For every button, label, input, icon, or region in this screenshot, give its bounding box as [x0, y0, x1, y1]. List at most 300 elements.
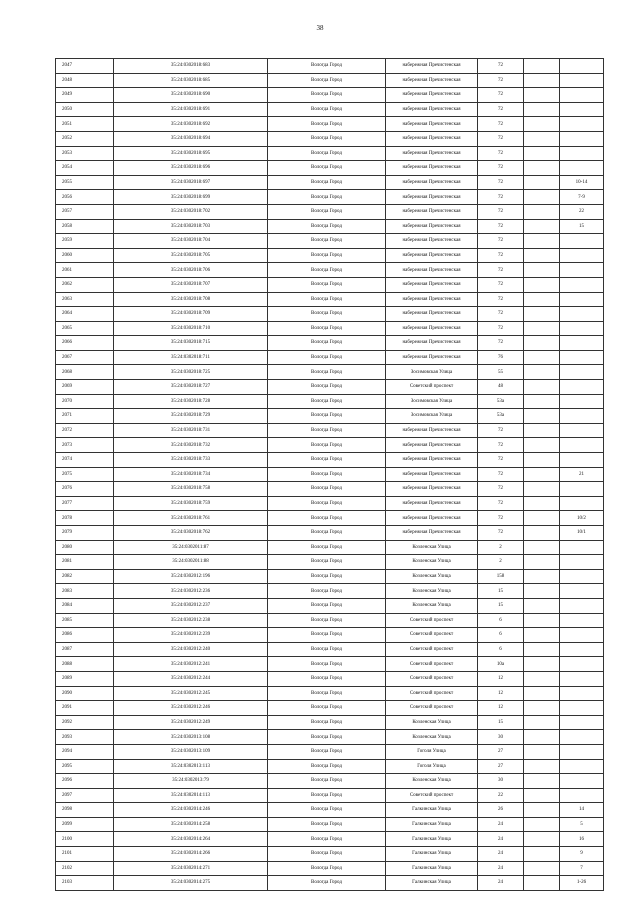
house-number-cell: 72 — [478, 59, 524, 74]
street-cell: Галкинская Улица — [386, 832, 478, 847]
table-row — [56, 803, 604, 818]
apartment-cell — [560, 774, 604, 789]
row-number-cell: 2059 — [56, 234, 114, 249]
cadastral-number-cell: 35:24:0302013:113 — [114, 759, 268, 774]
settlement-cell: Вологда Город — [268, 540, 386, 555]
building-cell — [524, 569, 560, 584]
street-cell: Козленская Улица — [386, 730, 478, 745]
apartment-cell — [560, 307, 604, 322]
cadastral-number-cell: 35:24:0302013:109 — [114, 744, 268, 759]
settlement-cell: Вологда Город — [268, 671, 386, 686]
building-cell — [524, 598, 560, 613]
street-cell: набережная Пречистенская — [386, 423, 478, 438]
table-row — [56, 219, 604, 234]
table-row — [56, 394, 604, 409]
table-row — [56, 190, 604, 205]
settlement-cell: Вологда Город — [268, 847, 386, 862]
row-number-cell: 2081 — [56, 555, 114, 570]
cadastral-number-cell: 35:24:0302018:690 — [114, 88, 268, 103]
building-cell — [524, 657, 560, 672]
apartment-cell — [560, 788, 604, 803]
cadastral-number-cell: 35:24:0302018:711 — [114, 350, 268, 365]
apartment-cell — [560, 248, 604, 263]
settlement-cell: Вологда Город — [268, 482, 386, 497]
apartment-cell — [560, 146, 604, 161]
cadastral-number-cell: 35:24:0302018:762 — [114, 526, 268, 541]
settlement-cell: Вологда Город — [268, 759, 386, 774]
house-number-cell: 72 — [478, 467, 524, 482]
building-cell — [524, 263, 560, 278]
cadastral-number-cell: 35:24:0302018:691 — [114, 102, 268, 117]
row-number-cell: 2079 — [56, 526, 114, 541]
apartment-cell — [560, 234, 604, 249]
row-number-cell: 2051 — [56, 117, 114, 132]
settlement-cell: Вологда Город — [268, 526, 386, 541]
page-number: 38 — [316, 24, 324, 32]
table-row — [56, 277, 604, 292]
table-row — [56, 161, 604, 176]
cadastral-number-cell: 35:24:0302013:108 — [114, 730, 268, 745]
row-number-cell: 2100 — [56, 832, 114, 847]
building-cell — [524, 511, 560, 526]
street-cell: Галкинская Улица — [386, 861, 478, 876]
cadastral-number-cell: 35:24:0302018:692 — [114, 117, 268, 132]
house-number-cell: 72 — [478, 102, 524, 117]
table-row — [56, 817, 604, 832]
settlement-cell: Вологда Город — [268, 277, 386, 292]
street-cell: Козленская Улица — [386, 584, 478, 599]
apartment-cell: 7 — [560, 861, 604, 876]
street-cell: набережная Пречистенская — [386, 73, 478, 88]
building-cell — [524, 350, 560, 365]
settlement-cell: Вологда Город — [268, 175, 386, 190]
building-cell — [524, 540, 560, 555]
apartment-cell — [560, 482, 604, 497]
row-number-cell: 2063 — [56, 292, 114, 307]
settlement-cell: Вологда Город — [268, 803, 386, 818]
building-cell — [524, 832, 560, 847]
table-row — [56, 774, 604, 789]
street-cell: набережная Пречистенская — [386, 292, 478, 307]
building-cell — [524, 161, 560, 176]
house-number-cell: 27 — [478, 744, 524, 759]
table-row — [56, 657, 604, 672]
row-number-cell: 2062 — [56, 277, 114, 292]
apartment-cell — [560, 131, 604, 146]
street-cell: набережная Пречистенская — [386, 248, 478, 263]
street-cell: Козленская Улица — [386, 715, 478, 730]
cadastral-number-cell: 35:24:0302018:708 — [114, 292, 268, 307]
street-cell: набережная Пречистенская — [386, 482, 478, 497]
row-number-cell: 2097 — [56, 788, 114, 803]
cadastral-number-cell: 35:24:0302012:239 — [114, 628, 268, 643]
table-row — [56, 73, 604, 88]
table-row — [56, 131, 604, 146]
street-cell: набережная Пречистенская — [386, 277, 478, 292]
street-cell: набережная Пречистенская — [386, 175, 478, 190]
row-number-cell: 2078 — [56, 511, 114, 526]
apartment-cell — [560, 613, 604, 628]
apartment-cell — [560, 453, 604, 468]
street-cell: Гоголя Улица — [386, 759, 478, 774]
house-number-cell: 72 — [478, 131, 524, 146]
row-number-cell: 2066 — [56, 336, 114, 351]
apartment-cell — [560, 584, 604, 599]
row-number-cell: 2101 — [56, 847, 114, 862]
cadastral-number-cell: 35:24:0302012:246 — [114, 701, 268, 716]
apartment-cell: 7-9 — [560, 190, 604, 205]
cadastral-number-cell: 35:24:0302018:715 — [114, 336, 268, 351]
cadastral-number-cell: 35:24:0302018:725 — [114, 365, 268, 380]
cadastral-number-cell: 35:24:0302012:249 — [114, 715, 268, 730]
street-cell: Козленская Улица — [386, 540, 478, 555]
apartment-cell: 5 — [560, 817, 604, 832]
building-cell — [524, 365, 560, 380]
apartment-cell — [560, 715, 604, 730]
cadastral-number-cell: 35:24:0302018:695 — [114, 146, 268, 161]
cadastral-number-cell: 35:24:0302012:240 — [114, 642, 268, 657]
settlement-cell: Вологда Город — [268, 467, 386, 482]
table-row — [56, 263, 604, 278]
apartment-cell — [560, 321, 604, 336]
cadastral-number-cell: 35:24:0302018:758 — [114, 482, 268, 497]
cadastral-number-cell: 35:24:0302018:734 — [114, 467, 268, 482]
settlement-cell: Вологда Город — [268, 248, 386, 263]
settlement-cell: Вологда Город — [268, 394, 386, 409]
settlement-cell: Вологда Город — [268, 263, 386, 278]
apartment-cell — [560, 263, 604, 278]
street-cell: Советский проспект — [386, 788, 478, 803]
building-cell — [524, 277, 560, 292]
cadastral-number-cell: 35:24:0302018:703 — [114, 219, 268, 234]
apartment-cell — [560, 336, 604, 351]
cadastral-number-cell: 35:24:0302013:79 — [114, 774, 268, 789]
street-cell: набережная Пречистенская — [386, 438, 478, 453]
row-number-cell: 2054 — [56, 161, 114, 176]
table-row — [56, 350, 604, 365]
table-row — [56, 365, 604, 380]
building-cell — [524, 131, 560, 146]
row-number-cell: 2073 — [56, 438, 114, 453]
table-row — [56, 832, 604, 847]
house-number-cell: 24 — [478, 861, 524, 876]
cadastral-number-cell: 35:24:0302018:707 — [114, 277, 268, 292]
cadastral-number-cell: 35:24:0302014:264 — [114, 832, 268, 847]
table-row — [56, 701, 604, 716]
building-cell — [524, 876, 560, 891]
cadastral-number-cell: 35:24:0302018:683 — [114, 59, 268, 74]
cadastral-number-cell: 35:24:0302018:705 — [114, 248, 268, 263]
cadastral-number-cell: 35:24:0302014:258 — [114, 817, 268, 832]
house-number-cell: 72 — [478, 526, 524, 541]
house-number-cell: 24 — [478, 876, 524, 891]
street-cell: набережная Пречистенская — [386, 161, 478, 176]
house-number-cell: 53а — [478, 394, 524, 409]
apartment-cell: 1-26 — [560, 876, 604, 891]
apartment-cell — [560, 598, 604, 613]
table-row — [56, 482, 604, 497]
street-cell: набережная Пречистенская — [386, 467, 478, 482]
row-number-cell: 2058 — [56, 219, 114, 234]
row-number-cell: 2060 — [56, 248, 114, 263]
row-number-cell: 2065 — [56, 321, 114, 336]
house-number-cell: 24 — [478, 832, 524, 847]
house-number-cell: 48 — [478, 380, 524, 395]
building-cell — [524, 817, 560, 832]
cadastral-number-cell: 35:24:0302011:87 — [114, 540, 268, 555]
settlement-cell: Вологда Город — [268, 234, 386, 249]
apartment-cell: 10/2 — [560, 511, 604, 526]
house-number-cell: 72 — [478, 321, 524, 336]
table-row — [56, 847, 604, 862]
cadastral-number-cell: 35:24:0302012:237 — [114, 598, 268, 613]
table-row — [56, 642, 604, 657]
street-cell: набережная Пречистенская — [386, 131, 478, 146]
cadastral-number-cell: 35:24:0302012:236 — [114, 584, 268, 599]
cadastral-number-cell: 35:24:0302018:731 — [114, 423, 268, 438]
street-cell: Советский проспект — [386, 613, 478, 628]
settlement-cell: Вологда Город — [268, 642, 386, 657]
street-cell: Советский проспект — [386, 380, 478, 395]
street-cell: Зосимовская Улица — [386, 365, 478, 380]
table-row — [56, 88, 604, 103]
apartment-cell — [560, 365, 604, 380]
table-row — [56, 409, 604, 424]
row-number-cell: 2055 — [56, 175, 114, 190]
building-cell — [524, 482, 560, 497]
apartment-cell — [560, 730, 604, 745]
house-number-cell: 15 — [478, 584, 524, 599]
settlement-cell: Вологда Город — [268, 102, 386, 117]
building-cell — [524, 190, 560, 205]
table-row — [56, 584, 604, 599]
apartment-cell — [560, 555, 604, 570]
building-cell — [524, 307, 560, 322]
settlement-cell: Вологда Город — [268, 292, 386, 307]
street-cell: набережная Пречистенская — [386, 350, 478, 365]
row-number-cell: 2056 — [56, 190, 114, 205]
apartment-cell — [560, 438, 604, 453]
table-row — [56, 234, 604, 249]
table-row — [56, 59, 604, 74]
cadastral-number-cell: 35:24:0302018:685 — [114, 73, 268, 88]
row-number-cell: 2077 — [56, 496, 114, 511]
house-number-cell: 76 — [478, 350, 524, 365]
table-row — [56, 598, 604, 613]
street-cell: Козленская Улица — [386, 569, 478, 584]
street-cell: Зосимовская Улица — [386, 394, 478, 409]
building-cell — [524, 234, 560, 249]
cadastral-number-cell: 35:24:0302018:699 — [114, 190, 268, 205]
cadastral-number-cell: 35:24:0302018:706 — [114, 263, 268, 278]
street-cell: набережная Пречистенская — [386, 102, 478, 117]
cadastral-number-cell: 35:24:0302018:729 — [114, 409, 268, 424]
settlement-cell: Вологда Город — [268, 628, 386, 643]
house-number-cell: 72 — [478, 336, 524, 351]
apartment-cell: 10/1 — [560, 526, 604, 541]
settlement-cell: Вологда Город — [268, 190, 386, 205]
cadastral-number-cell: 35:24:0302012:244 — [114, 671, 268, 686]
building-cell — [524, 730, 560, 745]
row-number-cell: 2057 — [56, 204, 114, 219]
house-number-cell: 72 — [478, 73, 524, 88]
house-number-cell: 72 — [478, 190, 524, 205]
settlement-cell: Вологда Город — [268, 350, 386, 365]
house-number-cell: 72 — [478, 234, 524, 249]
row-number-cell: 2064 — [56, 307, 114, 322]
cadastral-number-cell: 35:24:0302018:761 — [114, 511, 268, 526]
row-number-cell: 2088 — [56, 657, 114, 672]
apartment-cell — [560, 277, 604, 292]
house-number-cell: 72 — [478, 146, 524, 161]
settlement-cell: Вологда Город — [268, 219, 386, 234]
apartment-cell: 10-14 — [560, 175, 604, 190]
table-row — [56, 204, 604, 219]
house-number-cell: 158 — [478, 569, 524, 584]
house-number-cell: 27 — [478, 759, 524, 774]
table-row — [56, 511, 604, 526]
settlement-cell: Вологда Город — [268, 584, 386, 599]
house-number-cell: 15 — [478, 598, 524, 613]
table-row — [56, 759, 604, 774]
house-number-cell: 72 — [478, 496, 524, 511]
building-cell — [524, 88, 560, 103]
building-cell — [524, 467, 560, 482]
apartment-cell — [560, 628, 604, 643]
row-number-cell: 2087 — [56, 642, 114, 657]
apartment-cell: 14 — [560, 803, 604, 818]
table-row — [56, 438, 604, 453]
apartment-cell — [560, 642, 604, 657]
apartment-cell — [560, 423, 604, 438]
apartment-cell — [560, 350, 604, 365]
building-cell — [524, 73, 560, 88]
table-row — [56, 686, 604, 701]
cadastral-number-cell: 35:24:0302018:727 — [114, 380, 268, 395]
row-number-cell: 2094 — [56, 744, 114, 759]
apartment-cell — [560, 88, 604, 103]
settlement-cell: Вологда Город — [268, 832, 386, 847]
settlement-cell: Вологда Город — [268, 496, 386, 511]
settlement-cell: Вологда Город — [268, 423, 386, 438]
cadastral-number-cell: 35:24:0302018:728 — [114, 394, 268, 409]
house-number-cell: 6 — [478, 628, 524, 643]
house-number-cell: 22 — [478, 788, 524, 803]
apartment-cell — [560, 657, 604, 672]
table-row — [56, 540, 604, 555]
house-number-cell: 72 — [478, 482, 524, 497]
table-row — [56, 321, 604, 336]
building-cell — [524, 555, 560, 570]
table-row — [56, 730, 604, 745]
building-cell — [524, 759, 560, 774]
table-row — [56, 175, 604, 190]
registry-table-body — [56, 59, 604, 891]
street-cell: набережная Пречистенская — [386, 511, 478, 526]
cadastral-number-cell: 35:24:0302018:709 — [114, 307, 268, 322]
house-number-cell: 72 — [478, 453, 524, 468]
table-row — [56, 423, 604, 438]
row-number-cell: 2049 — [56, 88, 114, 103]
street-cell: Советский проспект — [386, 657, 478, 672]
house-number-cell: 72 — [478, 88, 524, 103]
table-row — [56, 117, 604, 132]
settlement-cell: Вологда Город — [268, 365, 386, 380]
row-number-cell: 2093 — [56, 730, 114, 745]
house-number-cell: 72 — [478, 175, 524, 190]
street-cell: Советский проспект — [386, 671, 478, 686]
row-number-cell: 2103 — [56, 876, 114, 891]
house-number-cell: 72 — [478, 307, 524, 322]
apartment-cell — [560, 409, 604, 424]
house-number-cell: 30 — [478, 730, 524, 745]
row-number-cell: 2074 — [56, 453, 114, 468]
apartment-cell — [560, 569, 604, 584]
table-row — [56, 569, 604, 584]
apartment-cell — [560, 292, 604, 307]
building-cell — [524, 380, 560, 395]
building-cell — [524, 146, 560, 161]
settlement-cell: Вологда Город — [268, 788, 386, 803]
settlement-cell: Вологда Город — [268, 204, 386, 219]
street-cell: набережная Пречистенская — [386, 234, 478, 249]
settlement-cell: Вологда Город — [268, 307, 386, 322]
cadastral-number-cell: 35:24:0302018:704 — [114, 234, 268, 249]
settlement-cell: Вологда Город — [268, 598, 386, 613]
table-row — [56, 876, 604, 891]
street-cell: набережная Пречистенская — [386, 526, 478, 541]
house-number-cell: 12 — [478, 671, 524, 686]
building-cell — [524, 336, 560, 351]
settlement-cell: Вологда Город — [268, 511, 386, 526]
apartment-cell — [560, 59, 604, 74]
cadastral-number-cell: 35:24:0302014:275 — [114, 876, 268, 891]
house-number-cell: 30 — [478, 774, 524, 789]
street-cell: набережная Пречистенская — [386, 453, 478, 468]
settlement-cell: Вологда Город — [268, 686, 386, 701]
building-cell — [524, 59, 560, 74]
house-number-cell: 6 — [478, 613, 524, 628]
cadastral-number-cell: 35:24:0302018:732 — [114, 438, 268, 453]
table-row — [56, 292, 604, 307]
house-number-cell: 72 — [478, 423, 524, 438]
cadastral-number-cell: 35:24:0302018:733 — [114, 453, 268, 468]
settlement-cell: Вологда Город — [268, 146, 386, 161]
settlement-cell: Вологда Город — [268, 336, 386, 351]
street-cell: Советский проспект — [386, 701, 478, 716]
table-row — [56, 307, 604, 322]
building-cell — [524, 715, 560, 730]
building-cell — [524, 861, 560, 876]
settlement-cell: Вологда Город — [268, 569, 386, 584]
apartment-cell — [560, 161, 604, 176]
house-number-cell: 72 — [478, 248, 524, 263]
settlement-cell: Вологда Город — [268, 409, 386, 424]
row-number-cell: 2099 — [56, 817, 114, 832]
settlement-cell: Вологда Город — [268, 657, 386, 672]
apartment-cell — [560, 759, 604, 774]
street-cell: Галкинская Улица — [386, 817, 478, 832]
street-cell: набережная Пречистенская — [386, 88, 478, 103]
house-number-cell: 24 — [478, 847, 524, 862]
row-number-cell: 2053 — [56, 146, 114, 161]
street-cell: набережная Пречистенская — [386, 263, 478, 278]
street-cell: набережная Пречистенская — [386, 496, 478, 511]
building-cell — [524, 671, 560, 686]
house-number-cell: 2 — [478, 555, 524, 570]
row-number-cell: 2076 — [56, 482, 114, 497]
building-cell — [524, 321, 560, 336]
